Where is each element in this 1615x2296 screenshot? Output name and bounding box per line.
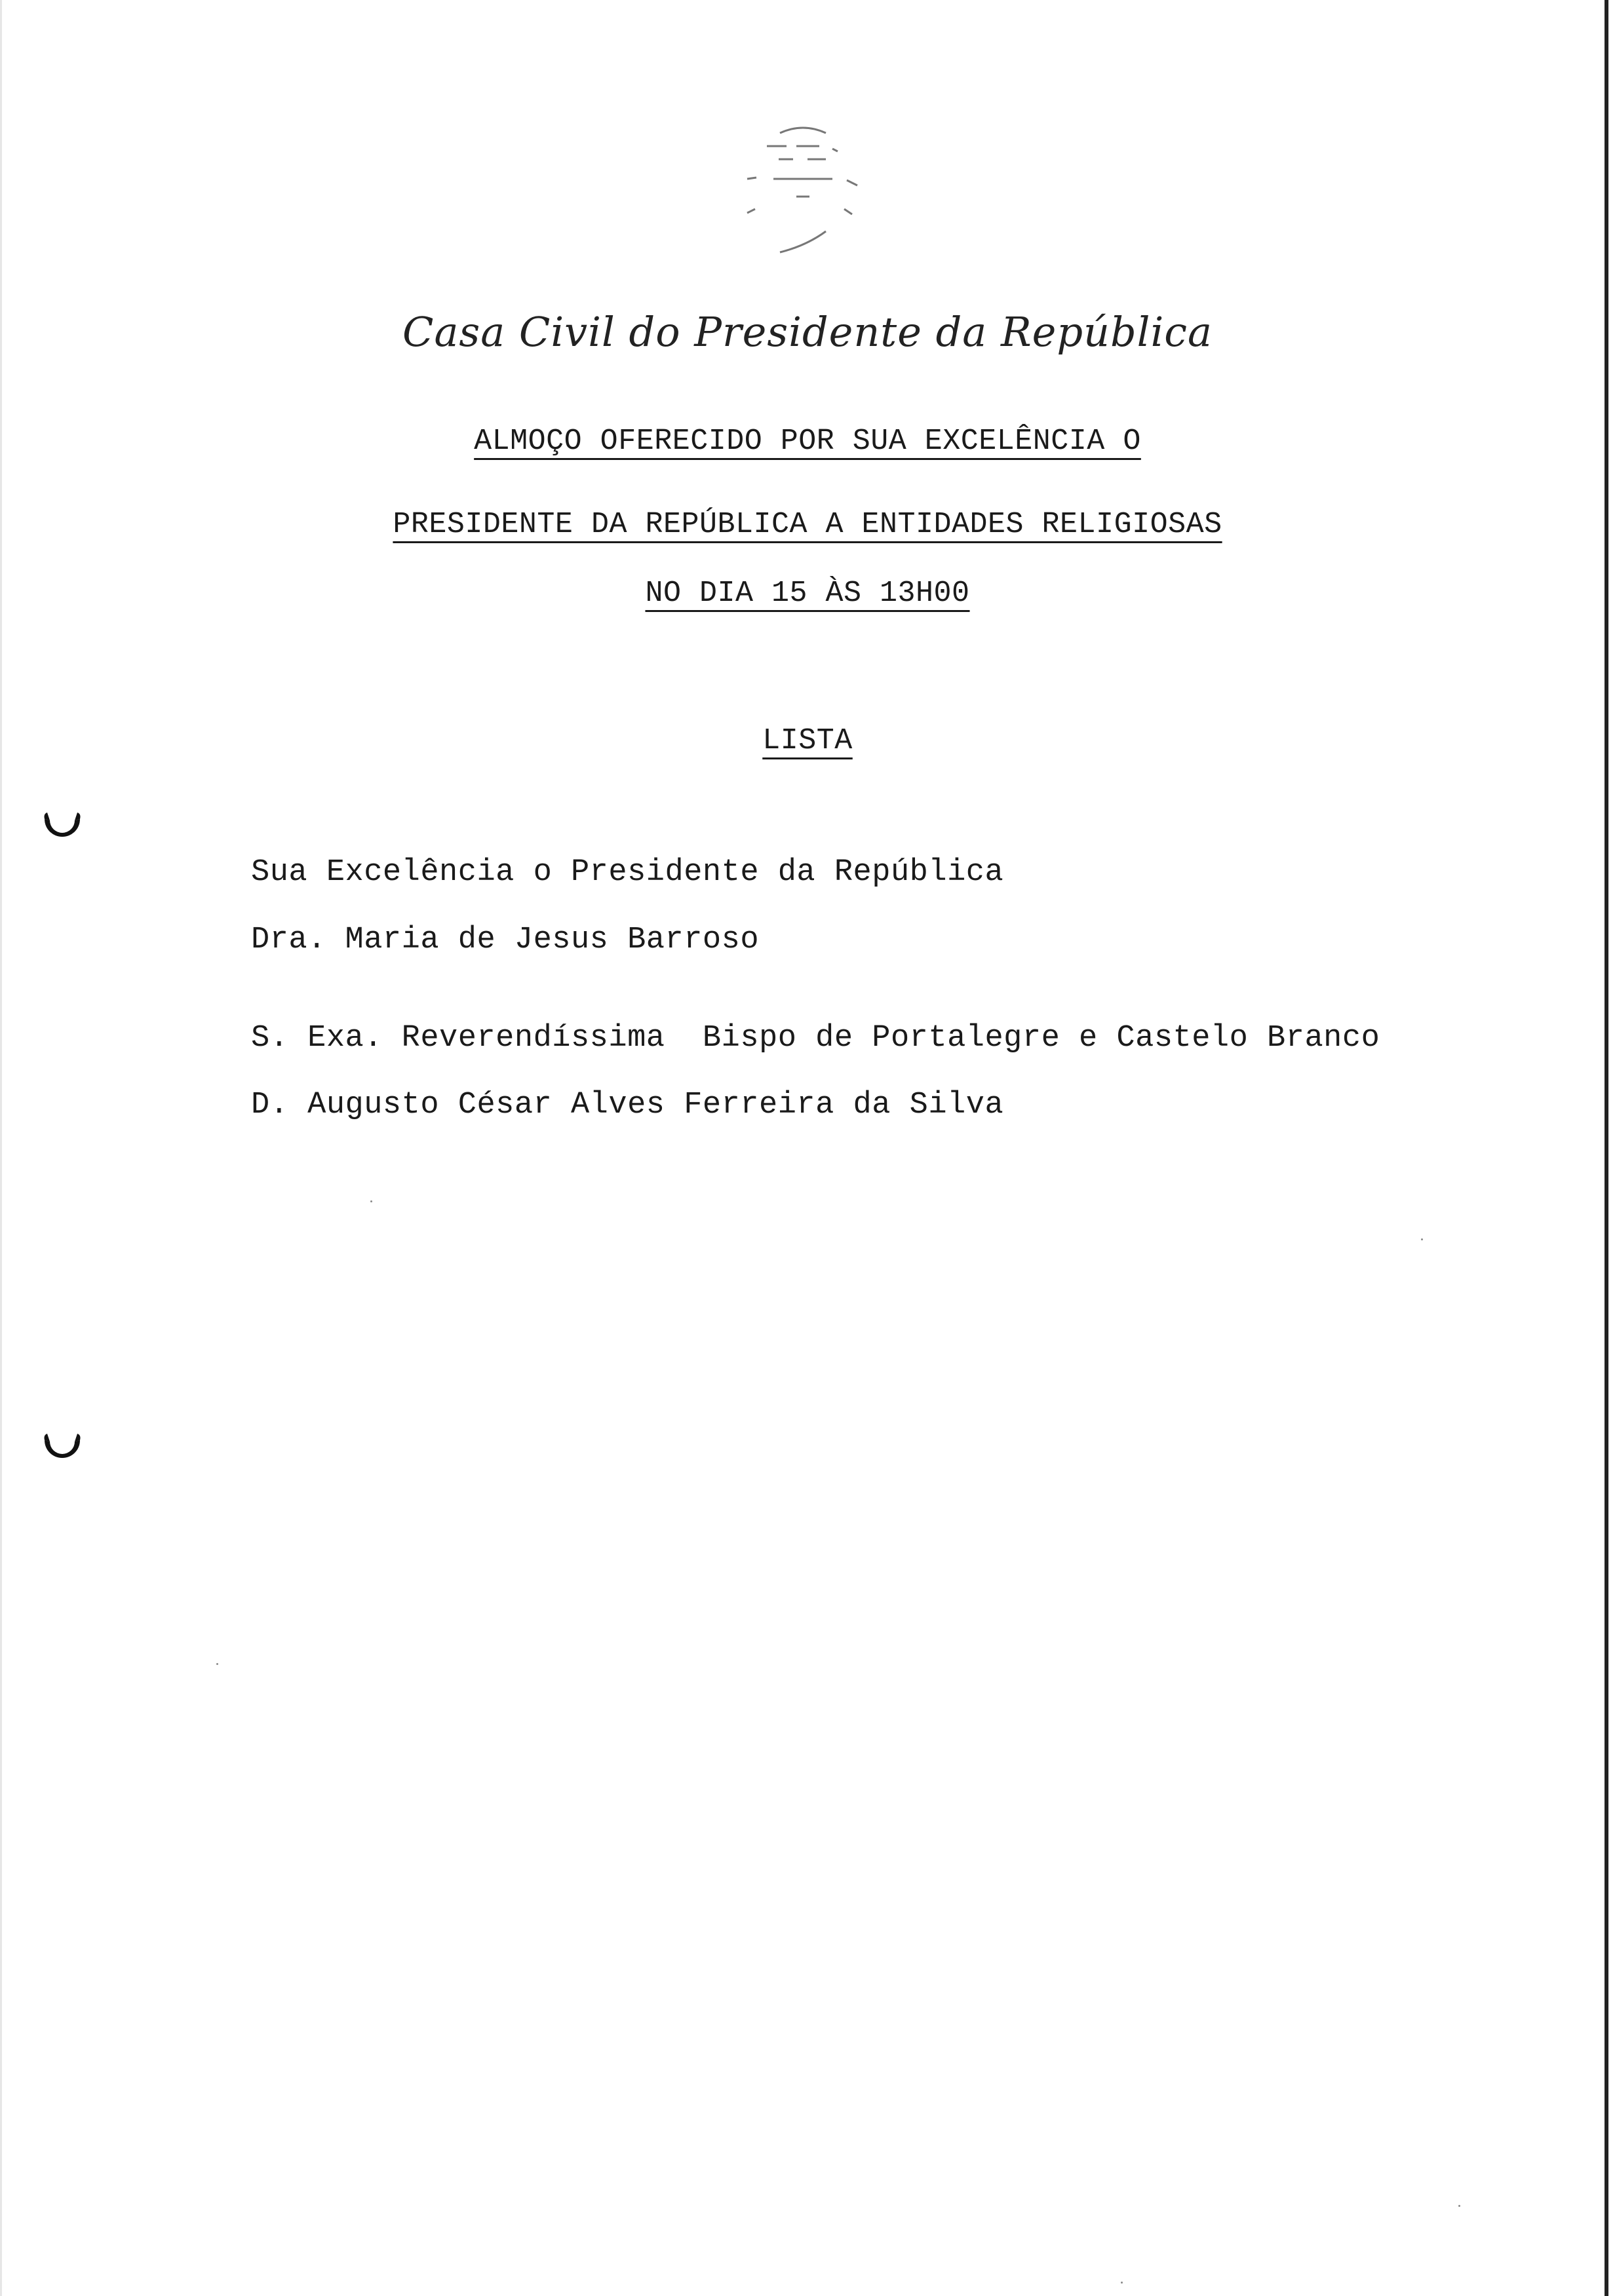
title-line-1: ALMOÇO OFERECIDO POR SUA EXCELÊNCIA O xyxy=(474,425,1141,458)
coat-of-arms-icon xyxy=(734,115,872,265)
title-line-3: NO DIA 15 ÀS 13H00 xyxy=(645,577,970,610)
scan-speck xyxy=(1121,2282,1123,2284)
guest-item: Sua Excelência o Presidente da República xyxy=(251,855,1004,890)
scan-speck xyxy=(216,1663,218,1665)
letterhead: Casa Civil do Presidente da República xyxy=(402,308,1213,356)
list-heading: LISTA xyxy=(762,724,853,757)
title-line-2: PRESIDENTE DA REPÚBLICA A ENTIDADES RELIGIOSAS xyxy=(393,508,1222,541)
guest-item: D. Augusto César Alves Ferreira da Silva xyxy=(251,1088,1004,1122)
scan-speck xyxy=(370,1200,372,1202)
scan-speck xyxy=(1421,1238,1423,1240)
guest-item: S. Exa. Reverendíssima Bispo de Portalegre e Castelo Branco xyxy=(251,1021,1380,1056)
guest-item: Dra. Maria de Jesus Barroso xyxy=(251,923,760,957)
scan-speck xyxy=(1458,2205,1460,2207)
punch-hole-icon xyxy=(41,806,84,849)
punch-hole-icon xyxy=(41,1427,84,1470)
